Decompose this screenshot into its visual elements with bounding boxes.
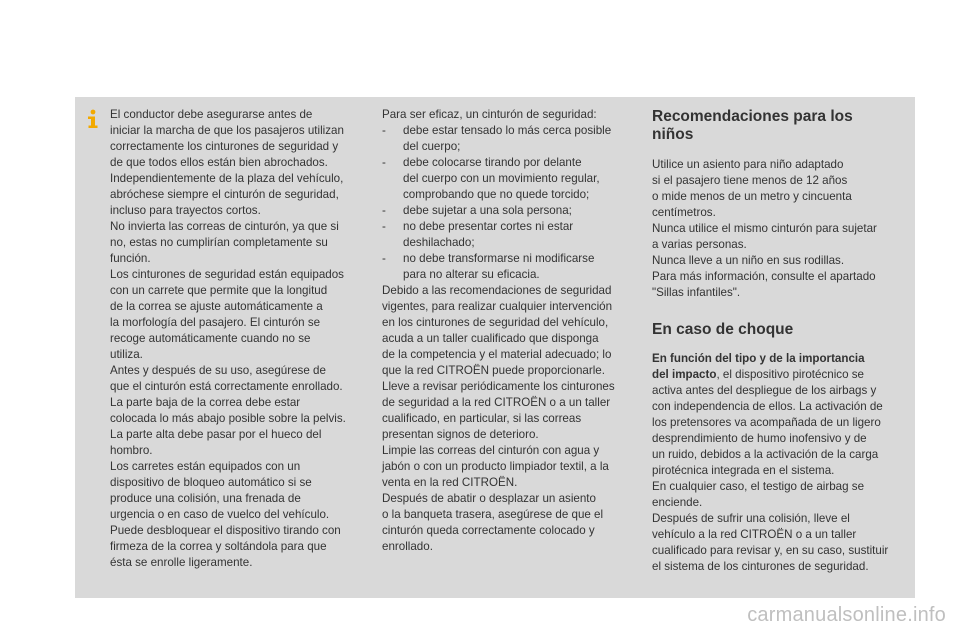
- text-line: centímetros.: [652, 206, 716, 219]
- text-line: produce una colisión, una frenada de: [110, 492, 301, 505]
- bullet-line: debe colocarse tirando por delante: [403, 156, 582, 169]
- bold-line: En función del tipo y de la importancia: [652, 352, 865, 365]
- text-line: En cualquier caso, el testigo de airbag se: [652, 480, 865, 493]
- text-line: de seguridad a la red CITROËN o a un taller: [382, 396, 611, 409]
- bullet-line: no debe presentar cortes ni estar: [403, 220, 574, 233]
- text-line: La parte baja de la correa debe estar: [110, 396, 301, 409]
- bullet-marker: -: [382, 156, 386, 169]
- text-line: Independientemente de la plaza del vehículo,: [110, 172, 344, 185]
- bullet-item: [382, 123, 632, 155]
- text-line: No invierta las correas de cinturón, ya que si: [110, 220, 339, 233]
- info-icon: [85, 109, 101, 129]
- text-line: presentan signos de deterioro.: [382, 428, 539, 441]
- text-line: Después de sufrir una colisión, lleve el: [652, 512, 850, 525]
- watermark: carmanualsonline.info: [747, 604, 946, 626]
- bullet-line: del cuerpo;: [403, 140, 461, 153]
- text-line: jabón o con un producto limpiador textil, a la: [382, 460, 609, 473]
- text-line: un ruido, debidos a la activación de la carga: [652, 448, 879, 461]
- text-line: firmeza de la correa y soltándola para que: [110, 540, 327, 553]
- bullet-marker: -: [382, 252, 386, 265]
- column-right: [652, 107, 905, 575]
- text-line: cinturón queda correctamente colocado y: [382, 524, 595, 537]
- bullet-item: [382, 251, 632, 283]
- text-line: que la red CITROËN puede proporcionarle.: [382, 364, 605, 377]
- text-line: Nunca utilice el mismo cinturón para sujetar: [652, 222, 877, 235]
- text-line: Antes y después de su uso, asegúrese de: [110, 364, 326, 377]
- intro-line: Para ser eficaz, un cinturón de seguridad:: [382, 108, 597, 121]
- mixed-line: [652, 367, 905, 383]
- text-line: con independencia de ellos. La activación de: [652, 400, 883, 413]
- text-line: que el cinturón está correctamente enrollado.: [110, 380, 343, 393]
- text-line: hombro.: [110, 444, 153, 457]
- text-line: función.: [110, 252, 151, 265]
- text-line: de la correa se ajuste automáticamente a: [110, 300, 323, 313]
- text-line: Limpie las correas del cinturón con agua y: [382, 444, 600, 457]
- text-line: El conductor debe asegurarse antes de: [110, 108, 313, 121]
- bullet-item: [382, 155, 632, 203]
- bullet-line: para no alterar su eficacia.: [403, 268, 540, 281]
- text-line: el sistema de los cinturones de seguridad.: [652, 560, 869, 573]
- text-line: "Sillas infantiles".: [652, 286, 741, 299]
- bold-phrase: del impacto: [652, 368, 717, 381]
- text-line: los pretensores va acompañada de un ligero: [652, 416, 881, 429]
- text-line: Lleve a revisar periódicamente los cinturones: [382, 380, 615, 393]
- text-line: activa antes del despliegue de los airbags y: [652, 384, 877, 397]
- text-line: dispositivo de bloqueo automático si se: [110, 476, 312, 489]
- text-line: Nunca lleve a un niño en sus rodillas.: [652, 254, 845, 267]
- text-line: urgencia o en caso de vuelco del vehículo.: [110, 508, 330, 521]
- text-line: venta en la red CITROËN.: [382, 476, 518, 489]
- text-line: la morfología del pasajero. El cinturón se: [110, 316, 321, 329]
- text-line: Utilice un asiento para niño adaptado: [652, 158, 844, 171]
- column-left: [110, 107, 378, 571]
- bullet-line: comprobando que no quede torcido;: [403, 188, 590, 201]
- bullet-item: [382, 203, 632, 219]
- bullet-line: deshilachado;: [403, 236, 475, 249]
- bullet-line: debe sujetar a una sola persona;: [403, 204, 572, 217]
- text-phrase: , el dispositivo pirotécnico se: [716, 368, 865, 381]
- text-line: de la competencia y el material adecuado; lo: [382, 348, 612, 361]
- text-line: con un carrete que permite que la longitud: [110, 284, 328, 297]
- text-line: no, estas no cumplirían completamente su: [110, 236, 328, 249]
- text-line: si el pasajero tiene menos de 12 años: [652, 174, 848, 187]
- bullet-line: no debe transformarse ni modificarse: [403, 252, 595, 265]
- text-line: o mide menos de un metro y cincuenta: [652, 190, 852, 203]
- text-line: Debido a las recomendaciones de seguridad: [382, 284, 612, 297]
- text-line: recoge automáticamente cuando no se: [110, 332, 311, 345]
- text-line: abróchese siempre el cinturón de seguridad,: [110, 188, 339, 201]
- heading-choque: En caso de choque: [652, 321, 794, 338]
- text-line: vigentes, para realizar cualquier intervención: [382, 300, 613, 313]
- heading-line: Recomendaciones para los: [652, 108, 853, 125]
- text-line: cualificado, en particular, si las correas: [382, 412, 582, 425]
- text-line: Puede desbloquear el dispositivo tirando con: [110, 524, 341, 537]
- text-line: La parte alta debe pasar por el hueco del: [110, 428, 322, 441]
- text-line: incluso para trayectos cortos.: [110, 204, 261, 217]
- text-line: pirotécnica integrada en el sistema.: [652, 464, 835, 477]
- bullet-marker: -: [382, 220, 386, 233]
- text-line: de que todos ellos están bien abrochados.: [110, 156, 328, 169]
- text-line: Después de abatir o desplazar un asiento: [382, 492, 596, 505]
- text-line: enrollado.: [382, 540, 433, 553]
- bullet-item: [382, 219, 632, 251]
- text-line: vehículo a la red CITROËN o a un taller: [652, 528, 857, 541]
- bullet-marker: -: [382, 204, 386, 217]
- heading-recomendaciones: [652, 108, 905, 144]
- text-line: colocada lo más abajo posible sobre la pelvis.: [110, 412, 346, 425]
- text-line: correctamente los cinturones de seguridad y: [110, 140, 339, 153]
- text-line: acuda a un taller cualificado que disponga: [382, 332, 599, 345]
- text-line: Para más información, consulte el apartado: [652, 270, 876, 283]
- text-line: enciende.: [652, 496, 703, 509]
- column-middle: [382, 107, 632, 555]
- text-line: desprendimiento de humo inofensivo y de: [652, 432, 867, 445]
- text-line: utiliza.: [110, 348, 143, 361]
- text-line: Los cinturones de seguridad están equipados: [110, 268, 344, 281]
- text-line: en los cinturones de seguridad del vehículo,: [382, 316, 609, 329]
- bullet-line: debe estar tensado lo más cerca posible: [403, 124, 612, 137]
- bullet-line: del cuerpo con un movimiento regular,: [403, 172, 600, 185]
- text-line: a varias personas.: [652, 238, 747, 251]
- bullet-marker: -: [382, 124, 386, 137]
- text-line: ésta se enrolle ligeramente.: [110, 556, 253, 569]
- text-line: iniciar la marcha de que los pasajeros utilizan: [110, 124, 344, 137]
- text-line: cualificado para revisar y, en su caso, sustituir: [652, 544, 889, 557]
- text-line: Los carretes están equipados con un: [110, 460, 301, 473]
- text-line: o la banqueta trasera, asegúrese de que el: [382, 508, 604, 521]
- heading-line: niños: [652, 126, 694, 143]
